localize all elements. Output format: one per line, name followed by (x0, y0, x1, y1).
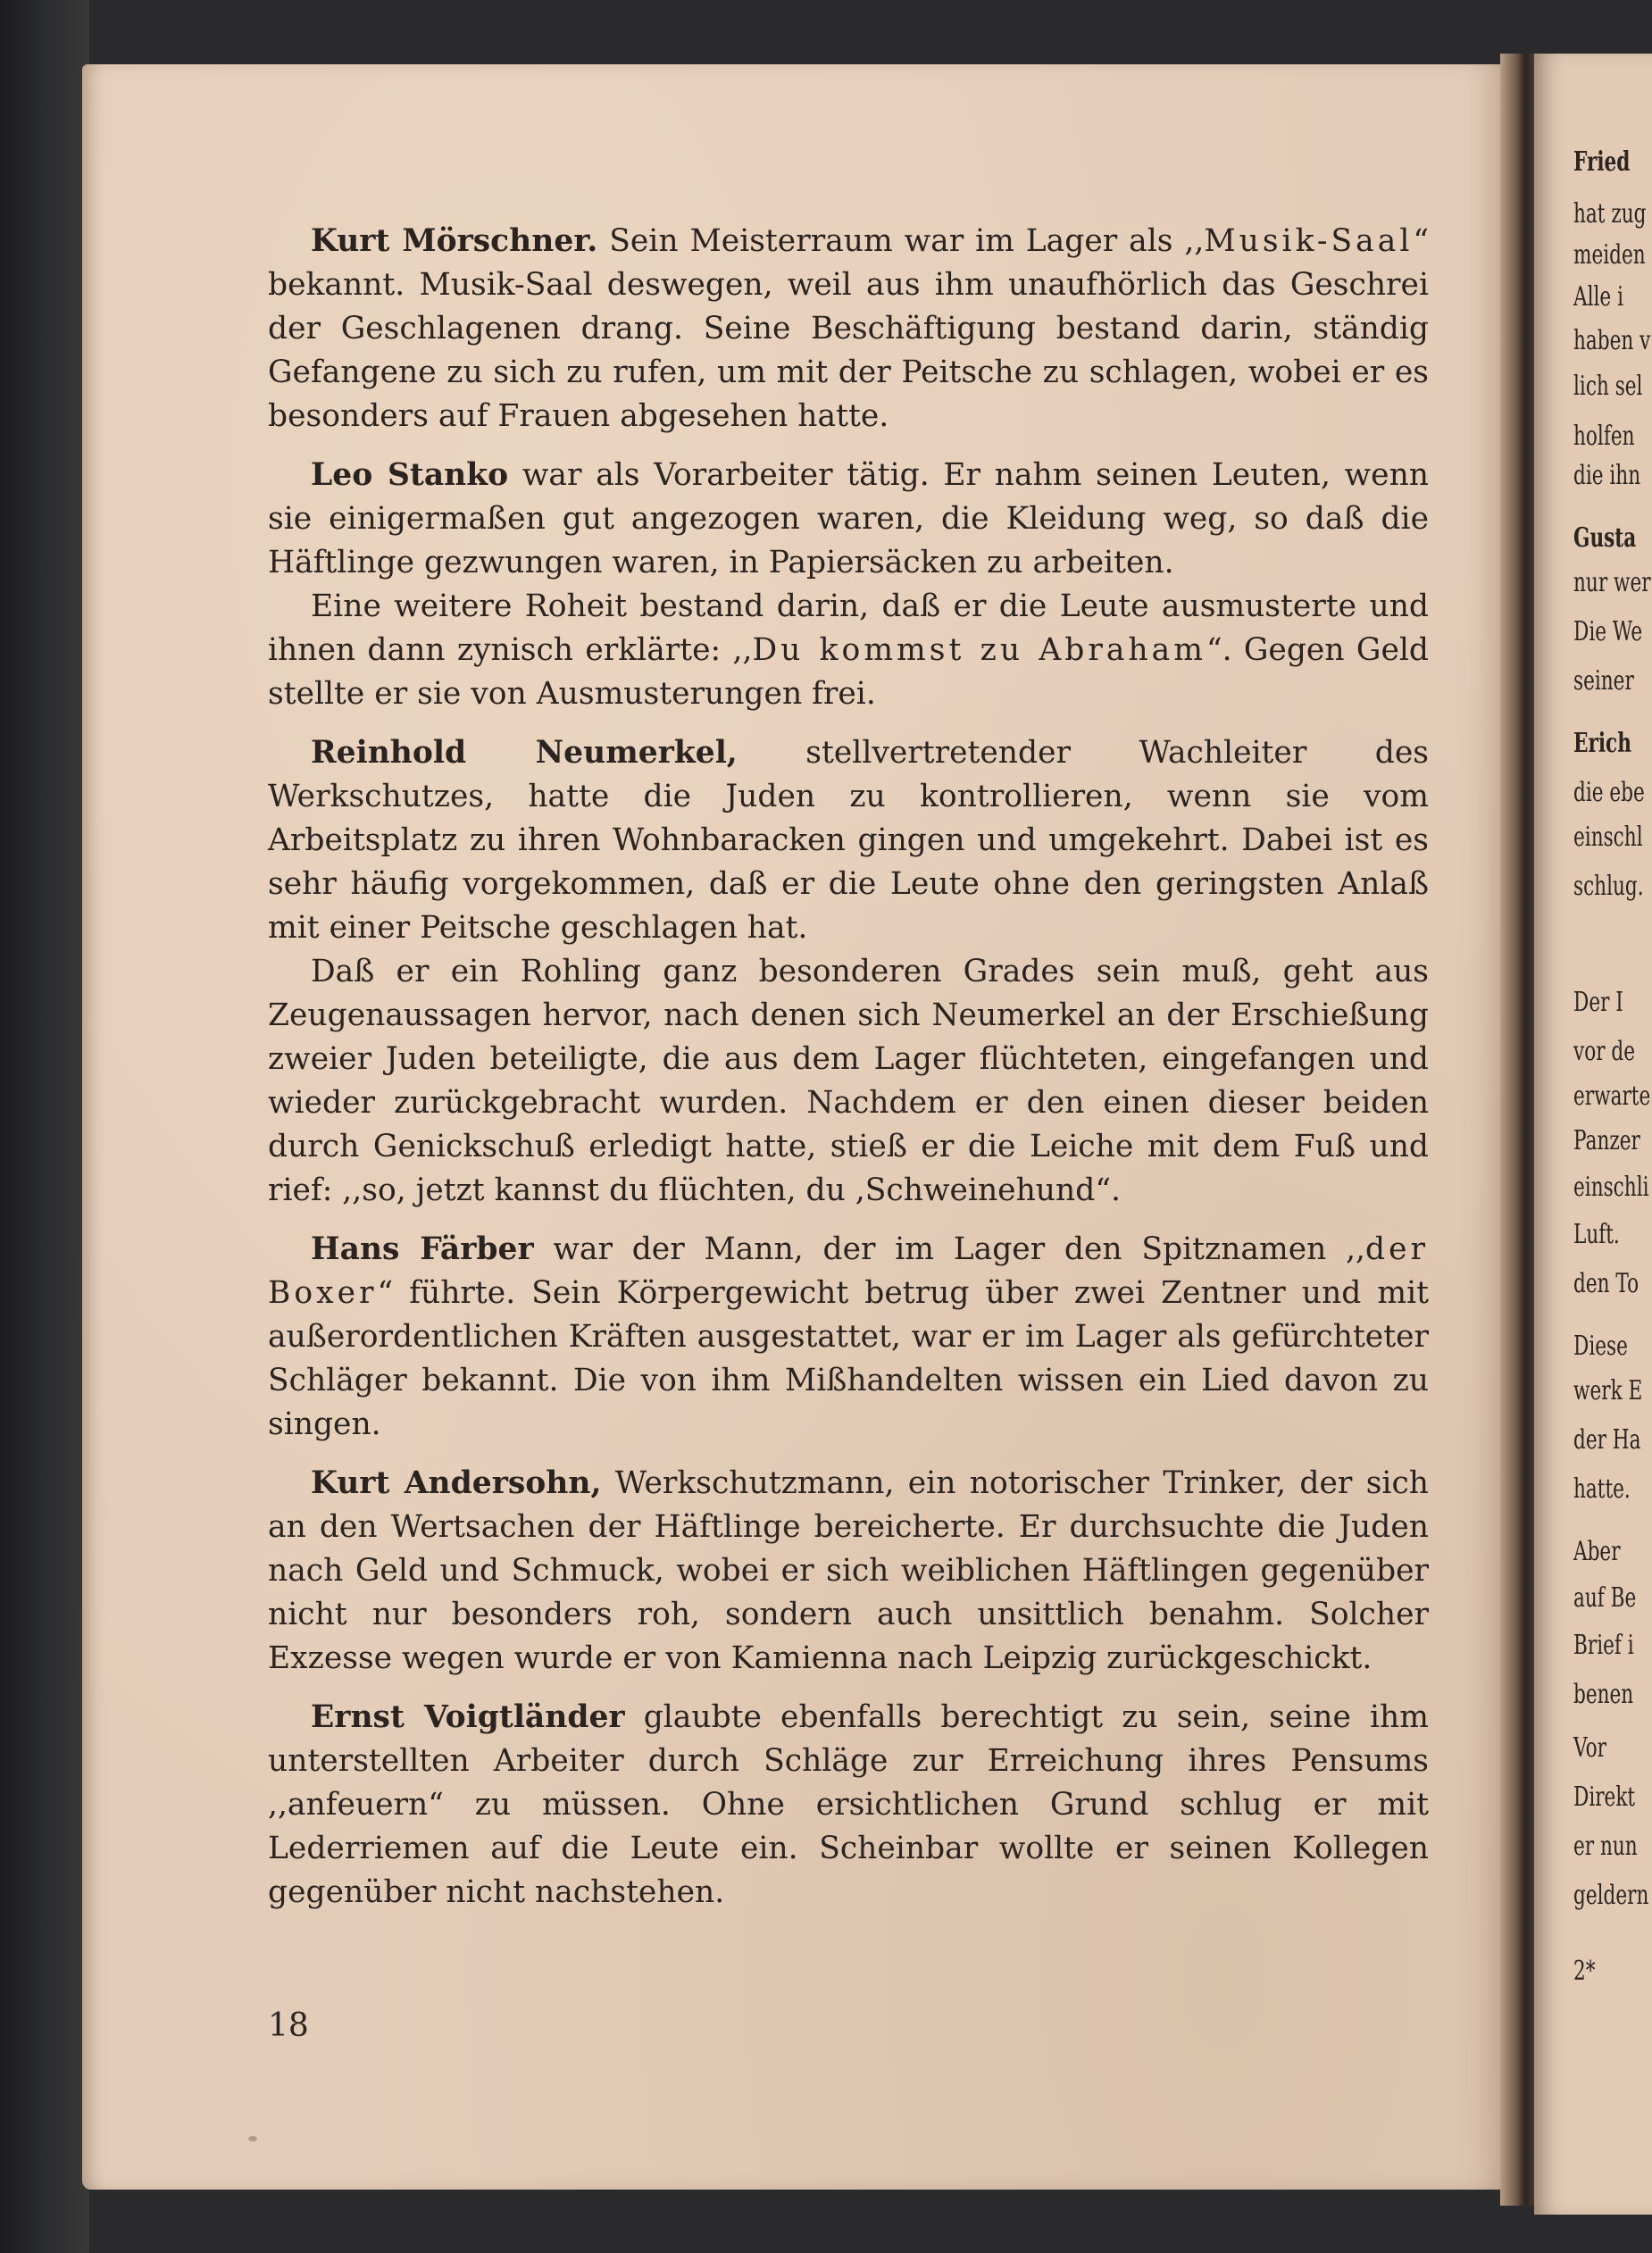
body-text: glaubte ebenfalls berechtigt zu sein, seine ihm unterstellten Arbeiter durch Schläge zur Erreichung ihres Pensums ,,anfeuern“ zu müssen. Ohne ersichtlichen Grund schlug er mit Lederriemen auf die Leute ein. Scheinbar wollte er seinen Kollegen gegenüber nicht nachstehen. (268, 1699, 1429, 1910)
next-page-fragment: werk E (1573, 1375, 1643, 1406)
next-page-fragment: Diese (1573, 1331, 1628, 1362)
next-page-fragment: seiner (1573, 665, 1634, 697)
next-page-fragment: geldern (1573, 1880, 1649, 1911)
backdrop-left (0, 0, 89, 2253)
page-number: 18 (268, 2007, 309, 2044)
person-name: Kurt Andersohn, (311, 1465, 602, 1501)
body-text: stellvertretender Wachleiter des Werkschutzes, hatte die Juden zu kontrollieren, wenn sie vom Arbeitsplatz zu ihren Wohnbaracken gingen und umgekehrt. Dabei ist es sehr häufig vorgekommen, daß er die Leute ohne den geringsten Anlaß mit einer Peitsche geschlagen hat. (268, 735, 1429, 946)
next-page-fragment: 2* (1573, 1956, 1596, 1987)
next-page-fragment: erwarte (1573, 1081, 1651, 1112)
quoted-spaced-text: Musik-Saal (1204, 223, 1414, 259)
next-page-fragment: Luft. (1573, 1219, 1620, 1250)
page-text (268, 220, 1429, 1915)
next-page-fragment: Brief i (1573, 1630, 1634, 1661)
paper-speck (248, 2136, 257, 2141)
next-page-fragment: auf Be (1573, 1582, 1637, 1614)
next-page-fragment: Direkt (1573, 1782, 1636, 1813)
body-text: war als Vorarbeiter tätig. Er nahm seinen Leuten, wenn sie einigermaßen gut angezogen waren, die Kleidung weg, so daß die Häftlinge gezwungen waren, in Papiersäcken zu arbeiten. (268, 457, 1430, 580)
body-text: “ bekannt. Musik-Saal deswegen, weil aus ihm unaufhörlich das Geschrei der Geschlagenen drang. Seine Beschäftigung bestand darin, ständig Gefangene zu sich zu rufen, um mit der Peitsche zu schlagen, wobei er es besonders auf Frauen abgesehen hatte. (268, 223, 1429, 434)
person-name: Leo Stanko (311, 457, 509, 493)
next-page-fragment: Alle i (1573, 281, 1623, 313)
body-text: Werkschutzmann, ein notorischer Trinker, der sich an den Wertsachen der Häftlinge bereicherte. Er durchsuchte die Juden nach Geld und Schmuck, wobei er sich weiblichen Häftlingen gegenüber nicht nur besonders roh, sondern auch unsittlich benahm. Solcher Exzesse wegen wurde er von Kamienna nach Leipzig zurückgeschickt. (268, 1465, 1429, 1676)
next-page-fragment: meiden (1573, 239, 1646, 271)
body-text: Eine weitere Roheit bestand darin, daß er die Leute ausmusterte und ihnen dann zynisch erklärte: ,, (268, 588, 1429, 668)
paragraph-voigtlaender (268, 1696, 1429, 1915)
next-page-fragment: Panzer (1573, 1125, 1640, 1156)
next-page-fragment: Gusta (1573, 522, 1637, 554)
paragraph-stanko (268, 454, 1429, 585)
person-name: Kurt Mörschner. (311, 223, 598, 259)
next-page-fragment: Fried (1573, 146, 1631, 178)
next-page-fragment: Der I (1573, 987, 1623, 1018)
person-name: Hans Färber (311, 1231, 534, 1267)
quoted-spaced-text: Du kommst zu Abraham (752, 632, 1206, 668)
body-text: war der Mann, der im Lager den Spitznamen ,, (533, 1231, 1366, 1267)
body-text: Sein Meisterraum war im Lager als ,, (597, 223, 1205, 259)
next-page-fragment: schlug. (1573, 871, 1644, 902)
next-page-fragment: holfen (1573, 421, 1635, 452)
next-page-fragment: Erich (1573, 728, 1631, 759)
next-page-fragment: lich sel (1573, 371, 1643, 402)
next-page-fragment: der Ha (1573, 1424, 1641, 1456)
next-page-fragment: vor de (1573, 1036, 1636, 1067)
body-text: “ führte. Sein Körpergewicht betrug über zwei Zentner und mit außerordentlichen Kräften ausgestattet, war er im Lager als gefürchteter Schläger bekannt. Die von ihm Mißhandelten wissen ein Lied davon zu singen. (268, 1275, 1429, 1442)
next-page-fragment: Vor (1573, 1732, 1606, 1764)
next-page-fragment: hat zug (1573, 198, 1647, 229)
paragraph-andersohn (268, 1462, 1429, 1681)
next-page-fragment: nur wer (1573, 567, 1651, 598)
next-page-fragment: einschli (1573, 1172, 1649, 1203)
next-page-fragment: die ihn (1573, 460, 1641, 491)
next-page-fragment: er nun (1573, 1831, 1638, 1862)
person-name: Ernst Voigtländer (311, 1699, 625, 1735)
next-page-edge (1534, 54, 1652, 2215)
next-page-fragment: benen (1573, 1679, 1634, 1710)
paragraph-neumerkel-2 (268, 950, 1429, 1213)
paragraph-moerschner (268, 220, 1429, 438)
body-text: Daß er ein Rohling ganz besonderen Grades sein muß, geht aus Zeugenaussagen hervor, nach denen sich Neumerkel an der Erschießung zweier Juden beteiligte, die aus dem Lager flüchteten, eingefangen und wieder zurückgebracht wurden. Nachdem er den einen dieser beiden durch Genickschuß erledigt hatte, stieß er die Leiche mit dem Fuß und rief: ,,so, jetzt kannst du flüchten, du ,Schweinehund“. (268, 954, 1429, 1208)
next-page-fragment: einschl (1573, 822, 1643, 853)
next-page-fragment: haben v (1573, 325, 1651, 356)
body-text: “. Gegen Geld stellte er sie von Ausmusterungen frei. (268, 632, 1429, 712)
next-page-fragment: hatte. (1573, 1473, 1631, 1505)
paragraph-stanko-2 (268, 585, 1429, 716)
quoted-spaced-text: der Boxer (268, 1231, 1430, 1311)
paragraph-faerber (268, 1228, 1429, 1447)
next-page-fragment: den To (1573, 1268, 1639, 1299)
next-page-fragment: Aber (1573, 1536, 1621, 1567)
next-page-fragment: die ebe (1573, 777, 1645, 808)
person-name: Reinhold Neumerkel, (311, 735, 738, 771)
next-page-fragment: Die We (1573, 616, 1643, 647)
paragraph-neumerkel (268, 731, 1429, 950)
book-gutter (1500, 54, 1536, 2206)
